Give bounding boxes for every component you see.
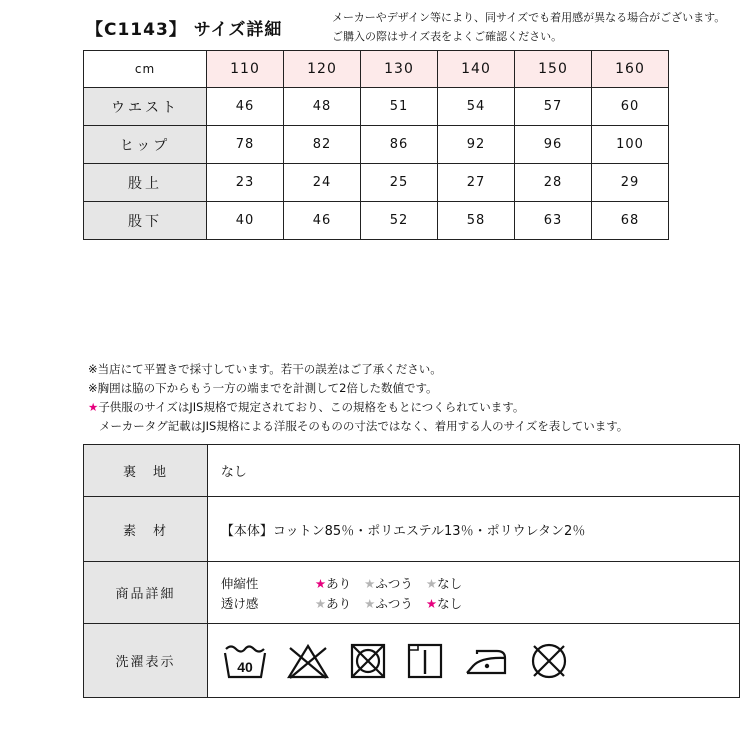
size-cell: 150	[515, 51, 592, 88]
value-cell: 100	[592, 126, 669, 164]
star-icon: ★	[314, 575, 327, 591]
row-label: 股下	[84, 202, 207, 240]
header-note-1: メーカーやデザイン等により、同サイズでも着用感が異なる場合がございます。	[332, 11, 726, 24]
material-value: 【本体】コットン85％・ポリエステル13％・ポリウレタン2％	[207, 497, 739, 562]
value-cell: 57	[515, 88, 592, 126]
star-icon: ★	[364, 595, 376, 611]
feature-option: ★なし	[425, 595, 463, 611]
value-cell: 82	[284, 126, 361, 164]
wash-40-icon	[223, 641, 267, 681]
product-details-label: 商品詳細	[84, 562, 208, 624]
star-icon: ★	[364, 575, 376, 591]
note-line-1: ※当店にて平置きで採寸しています。若干の誤差はご了承ください。	[88, 362, 442, 376]
care-symbols	[207, 624, 739, 698]
feature-option: ★あり	[314, 575, 352, 591]
value-cell: 54	[438, 88, 515, 126]
note-line-2: ※胸囲は脇の下からもう一方の端までを計測して2倍した数値です。	[88, 381, 438, 395]
table-row-inseam	[84, 202, 669, 240]
size-table	[83, 50, 669, 240]
size-cell: 140	[438, 51, 515, 88]
value-cell: 46	[207, 88, 284, 126]
detail-table	[83, 444, 740, 698]
star-icon: ★	[314, 595, 327, 611]
line-dry-icon	[406, 642, 444, 680]
value-cell: 27	[438, 164, 515, 202]
value-cell: 29	[592, 164, 669, 202]
header-note-2: ご購入の際はサイズ表をよくご確認ください。	[332, 30, 563, 43]
unit-cell: cm	[84, 51, 207, 88]
feature-row-stretch	[221, 573, 739, 593]
value-cell: 63	[515, 202, 592, 240]
value-cell: 40	[207, 202, 284, 240]
feature-option: ★ふつう	[364, 595, 413, 611]
wash-temp: 40	[237, 658, 253, 675]
care-label: 洗濯表示	[84, 624, 208, 698]
row-label: 股上	[84, 164, 207, 202]
table-row-care	[84, 624, 740, 698]
value-cell: 25	[361, 164, 438, 202]
value-cell: 46	[284, 202, 361, 240]
feature-row-sheerness	[221, 593, 739, 613]
no-dry-clean-icon	[528, 640, 570, 682]
note-line-3	[88, 398, 628, 417]
feature-label: 伸縮性	[220, 575, 259, 591]
value-cell: 48	[284, 88, 361, 126]
size-cell: 110	[207, 51, 284, 88]
table-row-material	[84, 497, 740, 562]
value-cell: 52	[361, 202, 438, 240]
product-features	[207, 562, 739, 624]
star-icon: ★	[425, 575, 438, 591]
size-header-row	[84, 51, 669, 88]
value-cell: 86	[361, 126, 438, 164]
size-cell: 130	[361, 51, 438, 88]
page-title: 【C1143】 サイズ詳細	[86, 20, 283, 40]
row-label: ウエスト	[84, 88, 207, 126]
feature-option: ★ふつう	[364, 575, 413, 591]
no-tumble-dry-icon	[349, 642, 387, 680]
note-line-4: メーカータグ記載はJIS規格による洋服そのものの寸法ではなく、着用する人のサイズを表しています。	[99, 419, 629, 433]
iron-low-icon	[463, 642, 509, 680]
table-row-rise	[84, 164, 669, 202]
feature-label: 透け感	[220, 595, 259, 611]
lining-value: なし	[207, 445, 739, 497]
lining-label: 裏 地	[84, 445, 208, 497]
value-cell: 23	[207, 164, 284, 202]
table-row-hip	[84, 126, 669, 164]
value-cell: 68	[592, 202, 669, 240]
value-cell: 78	[207, 126, 284, 164]
star-icon: ★	[425, 595, 438, 611]
value-cell: 28	[515, 164, 592, 202]
value-cell: 60	[592, 88, 669, 126]
note-line-3-text: 子供服のサイズはJIS規格で規定されており、この規格をもとにつくられています。	[98, 400, 525, 414]
notes-block	[88, 360, 628, 436]
size-cell: 160	[592, 51, 669, 88]
table-row-waist	[84, 88, 669, 126]
no-bleach-icon	[286, 642, 330, 680]
size-cell: 120	[284, 51, 361, 88]
feature-option: ★なし	[425, 575, 463, 591]
material-label: 素 材	[84, 497, 208, 562]
table-row-product-details	[84, 562, 740, 624]
feature-option: ★あり	[314, 595, 352, 611]
star-icon: ★	[88, 400, 99, 414]
value-cell: 24	[284, 164, 361, 202]
table-row-lining	[84, 445, 740, 497]
value-cell: 51	[361, 88, 438, 126]
value-cell: 96	[515, 126, 592, 164]
value-cell: 92	[438, 126, 515, 164]
value-cell: 58	[438, 202, 515, 240]
row-label: ヒップ	[84, 126, 207, 164]
